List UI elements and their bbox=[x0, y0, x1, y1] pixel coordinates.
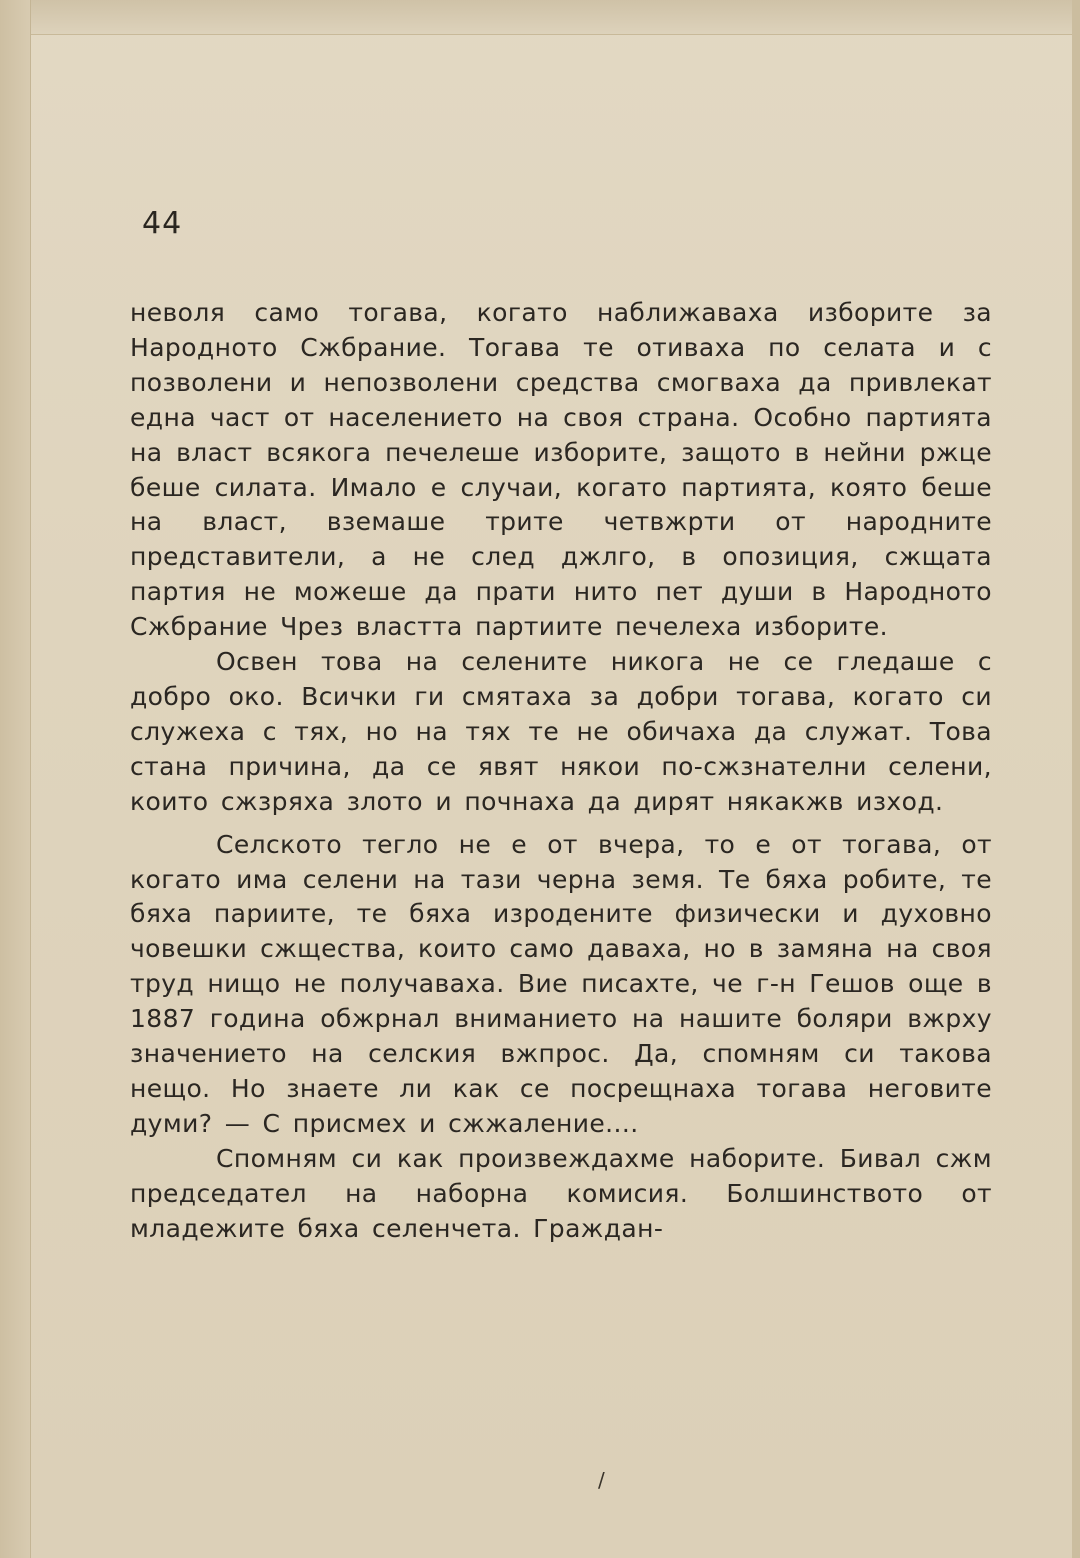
paragraph-3: Селското тегло не е от вчера, то е от тогава, от когато има селени на тази черна земя. Те бяха робите, те бяха париите, те бяха изродените физически и духовно човешки сжщества, които само даваха, но в замяна на своя труд нищо не получаваха. Вие писахте, че г-н Гешов още в 1887 година обжрнал вниманието на нашите боляри вжрху значението на селския вжпрос. Да, спомням си такова нещо. Но знаете ли как се посрещнаха тогава неговите думи? — С присмех и сжжаление.... bbox=[130, 829, 992, 1138]
page-binding-edge bbox=[0, 0, 31, 1558]
page-right-edge bbox=[1072, 0, 1080, 1558]
paragraph-2: Освен това на селените никога не се гледаше с добро око. Всички ги смятаха за добри тогава, когато си служеха с тях, но на тях те не обичаха да служат. Това стана причина, да се явят някои по-сжзнателни селени, които сжзряха злото и почнаха да дирят някакжв изход. bbox=[130, 647, 992, 816]
paragraph-4: Спомням си как произвеждахме наборите. Бивал сжм председател на наборна комисия. Болшинството от младежите бяха селенчета. Граждан- bbox=[130, 1143, 992, 1243]
body-text bbox=[130, 296, 992, 1246]
paragraph-1: неволя само тогава, когато наближаваха изборите за Народното Сжбрание. Тогава те отиваха по селата и с позволени и непозволени средства смогваха да привлекат една част от населението на своя страна. Особно партията на власт всякога печелеше изборите, защото в нейни ржце беше силата. Имало е случаи, когато партията, която беше на власт, вземаше трите четвжрти от народните представители, а не след джлго, в опозиция, сжщата партия не можеше да прати нито пет души в Народното Сжбрание Чрез властта партиите печелеха изборите. bbox=[130, 298, 992, 642]
page-top-edge bbox=[0, 0, 1080, 35]
footer-mark: / bbox=[598, 1468, 605, 1492]
page-number: 44 bbox=[142, 206, 183, 241]
